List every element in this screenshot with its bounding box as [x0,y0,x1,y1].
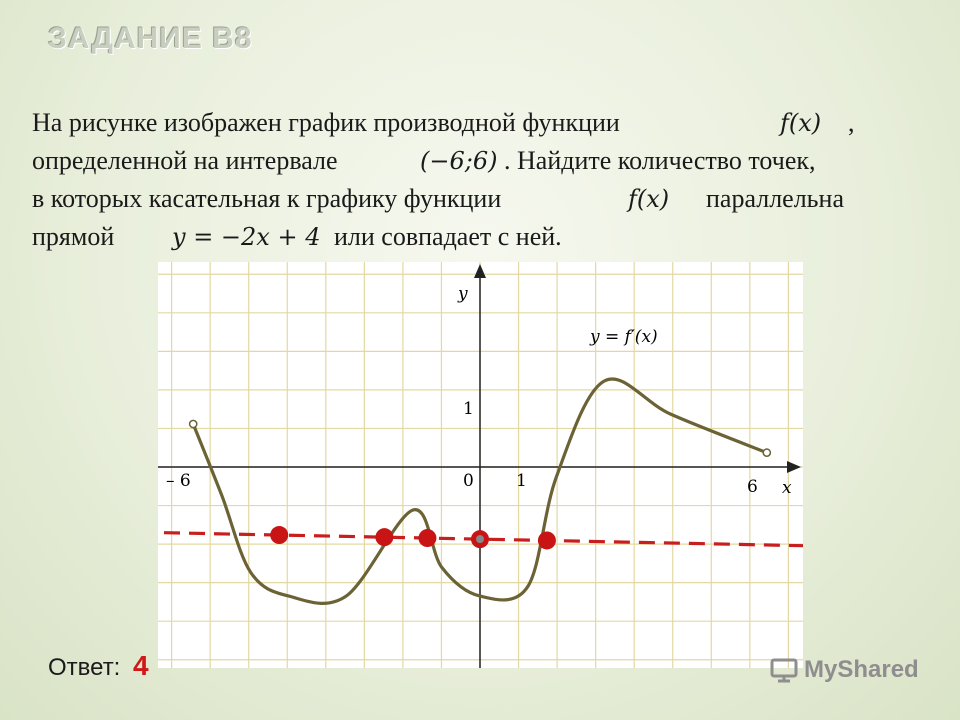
answer-label: Ответ: [48,654,121,681]
marked-point-center [476,535,484,543]
slide-title: ЗАДАНИЕ В8 [48,22,253,55]
problem-text: параллельна [706,184,844,213]
marked-point [418,529,436,547]
derivative-graph [158,262,803,668]
y-axis [474,264,486,668]
problem-line-4 [32,218,932,256]
tick-label-x-1: 1 [516,471,527,491]
problem-statement [32,104,932,256]
problem-text: в которых касательная к графику функции [32,184,502,213]
y-axis-label: y [458,284,468,304]
answer [48,650,149,682]
curve-label: y = f′(x) [590,327,658,347]
tick-label-x-0: 0 [463,471,474,491]
formula-f-x: f(x) [780,109,822,137]
watermark-text: MyShared [804,656,919,683]
tick-label-y-1: 1 [463,399,474,419]
problem-line-3 [32,180,932,218]
formula-interval: (−6;6) [420,147,498,175]
problem-text: или совпадает с ней. [334,222,562,251]
watermark [770,656,919,684]
problem-line-1 [32,104,932,142]
formula-line: y = −2x + 4 [172,223,321,251]
tick-label-x-6: 6 [747,477,758,497]
open-endpoint [190,420,197,427]
x-axis-label: x [782,478,792,498]
problem-line-2 [32,142,932,180]
problem-text: На рисунке изображен график производной функции [32,108,620,137]
marked-point [375,528,393,546]
problem-text: . Найдите количество точек, [504,146,816,175]
presentation-icon [770,657,798,683]
tick-label-x-neg6: – 6 [166,471,191,491]
problem-text: прямой [32,222,115,251]
graph-canvas [158,262,803,668]
problem-text: , [848,108,855,137]
open-endpoint [763,449,770,456]
graph-marks [164,379,803,603]
answer-value: 4 [133,650,149,681]
marked-point [270,526,288,544]
problem-text: определенной на интервале [32,146,338,175]
marked-point [538,531,556,549]
formula-f-x: f(x) [628,185,670,213]
